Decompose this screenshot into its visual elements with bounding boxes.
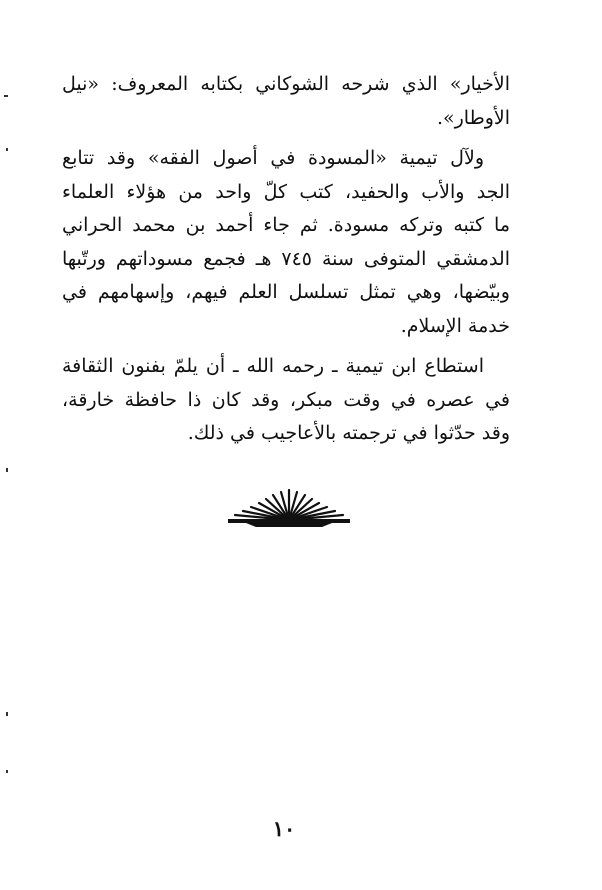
text-line: ولآل تيمية «المسودة في أصول الفقه» وقد تتابع bbox=[62, 147, 484, 169]
paragraph-2 bbox=[62, 142, 510, 343]
text-line: الأخيار» الذي شرحه الشوكاني بكتابه المعروف: «نيل bbox=[62, 73, 510, 95]
text-line: ما كتبه وتركه مسودة. ثم جاء أحمد بن محمد الحراني bbox=[62, 214, 510, 236]
margin-mark bbox=[6, 770, 8, 773]
text-line: خدمة الإسلام. bbox=[400, 314, 510, 337]
page-number: ١٠ bbox=[272, 816, 296, 841]
text-line: الجد والأب والحفيد، كتب كلّ واحد من هؤلاء العلماء bbox=[62, 180, 510, 203]
text-line: الدمشقي المتوفى سنة ٧٤٥ هـ فجمع مسوداتهم ورتّبها bbox=[62, 247, 510, 270]
text-line: وقد حدّثوا في ترجمته بالأعاجيب في ذلك. bbox=[187, 422, 510, 444]
text-line: في عصره في وقت مبكر، وقد كان ذا حافظة خارقة، bbox=[62, 388, 510, 411]
text-line: وبيّضها، وهي تمثل تسلسل العلم فيهم، وإسهامهم في bbox=[62, 281, 510, 303]
text-line: الأوطار». bbox=[436, 106, 510, 129]
margin-mark bbox=[6, 712, 8, 716]
paragraph-3 bbox=[62, 350, 510, 451]
margin-mark bbox=[4, 95, 8, 97]
paragraph-1 bbox=[62, 68, 510, 135]
margin-mark bbox=[6, 468, 8, 472]
text-line: استطاع ابن تيمية ـ رحمه الله ـ أن يلمّ بفنون الثقافة bbox=[62, 355, 484, 377]
margin-mark bbox=[6, 148, 8, 151]
sunburst-ornament-icon bbox=[226, 486, 352, 530]
